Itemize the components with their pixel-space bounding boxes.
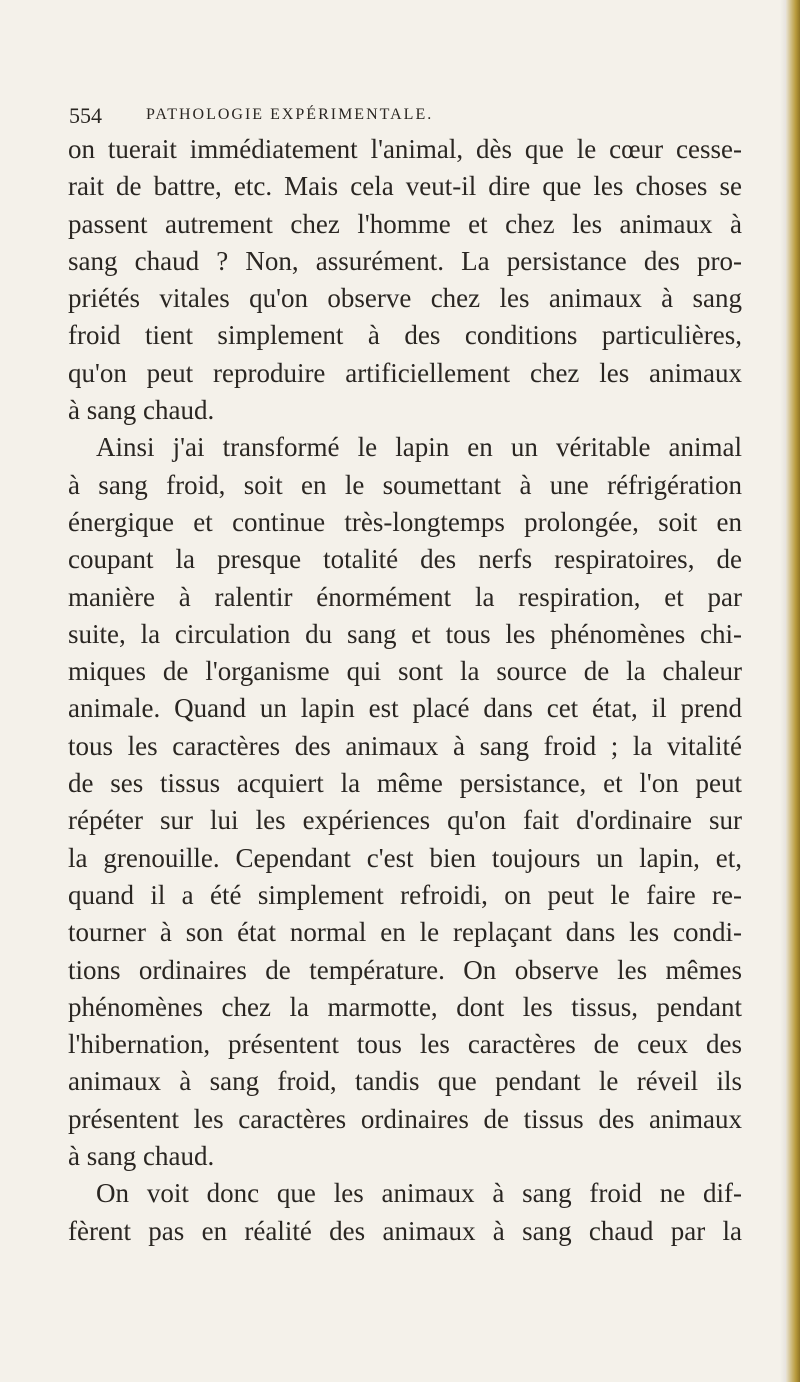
text-line: énergique et continue très-longtemps prolongée, soit en xyxy=(68,506,742,537)
text-line: on tuerait immédiatement l'animal, dès que le cœur cesse- xyxy=(68,134,742,164)
text-line: qu'on peut reproduire artificiellement chez les animaux xyxy=(68,357,742,388)
text-line: à sang froid, soit en le soumettant à une réfrigération xyxy=(68,469,742,500)
text-line: présentent les caractères ordinaires de tissus des animaux xyxy=(68,1103,742,1134)
paragraph-end-line: à sang chaud. xyxy=(68,1141,215,1172)
text-line: priétés vitales qu'on observe chez les animaux à sang xyxy=(68,283,742,314)
text-line: la grenouille. Cependant c'est bien toujours un lapin, et, xyxy=(68,842,742,873)
text-line: rait de battre, etc. Mais cela veut-il dire que les choses se xyxy=(68,171,742,202)
text-line: répéter sur lui les expériences qu'on fait d'ordinaire sur xyxy=(68,805,742,836)
page-number: 554 xyxy=(69,103,102,128)
paragraph-start-line: Ainsi j'ai transformé le lapin en un véritable animal xyxy=(96,432,742,463)
text-line: coupant la presque totalité des nerfs respiratoires, de xyxy=(68,544,742,575)
page-edge xyxy=(786,0,800,1382)
text-line: tous les caractères des animaux à sang froid ; la vitalité xyxy=(68,730,742,761)
text-line: miques de l'organisme qui sont la source de la chaleur xyxy=(68,656,742,687)
text-line: froid tient simplement à des conditions particulières, xyxy=(68,320,742,351)
text-line: phénomènes chez la marmotte, dont les tissus, pendant xyxy=(68,991,742,1022)
body-text xyxy=(68,131,742,1250)
text-line: animaux à sang froid, tandis que pendant le réveil ils xyxy=(68,1066,742,1097)
text-line: tourner à son état normal en le replaçant dans les condi- xyxy=(68,917,742,948)
text-line: l'hibernation, présentent tous les caractères de ceux des xyxy=(68,1029,742,1060)
text-line: tions ordinaires de température. On observe les mêmes xyxy=(68,954,742,985)
text-line: de ses tissus acquiert la même persistance, et l'on peut xyxy=(68,768,742,799)
text-line: quand il a été simplement refroidi, on peut le faire re- xyxy=(68,879,742,910)
text-line: fèrent pas en réalité des animaux à sang chaud par la xyxy=(68,1215,742,1246)
text-line: suite, la circulation du sang et tous les phénomènes chi- xyxy=(68,618,742,649)
text-line: manière à ralentir énormément la respiration, et par xyxy=(68,581,742,612)
text-line: animale. Quand un lapin est placé dans cet état, il prend xyxy=(68,693,742,724)
text-line: sang chaud ? Non, assurément. La persistance des pro- xyxy=(68,245,742,276)
running-head: PATHOLOGIE EXPÉRIMENTALE. xyxy=(146,106,434,123)
text-line: passent autrement chez l'homme et chez les animaux à xyxy=(68,208,742,239)
paragraph-start-line: On voit donc que les animaux à sang froid ne dif- xyxy=(96,1178,742,1209)
paragraph-end-line: à sang chaud. xyxy=(68,395,215,426)
